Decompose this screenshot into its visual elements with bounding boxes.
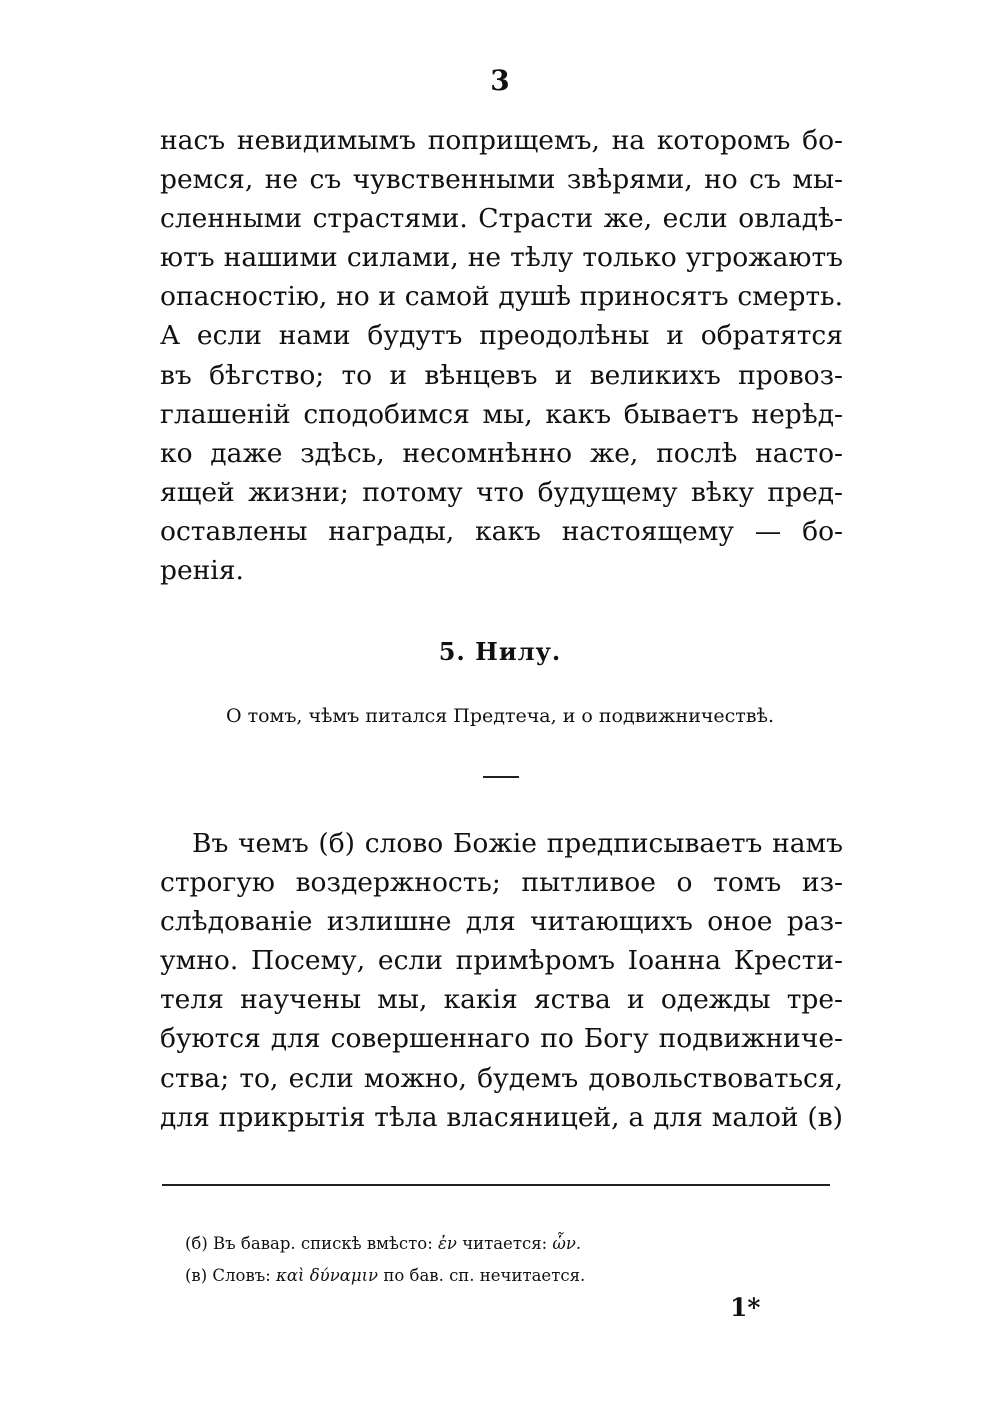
text-line: для прикрытія тѣла власяницей, а для малой (в) <box>160 1101 843 1133</box>
text-line: опасностію, но и самой душѣ приносятъ смерть. <box>160 281 843 313</box>
footnote-b <box>185 1233 745 1255</box>
section-divider <box>483 776 519 778</box>
letter-body <box>160 824 843 1137</box>
text-line: Въ чемъ (б) слово Божіе предписываетъ намъ <box>192 828 843 859</box>
footnote-text: (в) Словъ: <box>185 1266 271 1285</box>
text-line: строгую воздержность; пытливое о томъ из- <box>160 867 843 899</box>
text-line: ства; то, если можно, будемъ довольствоваться, <box>160 1062 843 1094</box>
text-line: ренія. <box>160 555 244 587</box>
footnote-text: по бав. сп. нечитается. <box>383 1266 586 1285</box>
text-line: ютъ нашими силами, не тѣлу только угрожаютъ <box>160 242 843 274</box>
footnote-v <box>185 1265 745 1287</box>
text-line: въ бѣгство; то и вѣнцевъ и великихъ провоз- <box>160 359 843 391</box>
page-number: 3 <box>490 64 510 97</box>
section-subtitle: О томъ, чѣмъ питался Предтеча, и о подвижничествѣ. <box>225 705 775 727</box>
text-line: глашеній сподобимся мы, какъ бываетъ нерѣд- <box>160 398 843 430</box>
text-line: умно. Посему, если примѣромъ Іоанна Крести- <box>160 945 843 977</box>
footnote-text: читается: <box>462 1234 548 1253</box>
text-line: ремся, не съ чувственными звѣрями, но съ мы- <box>160 164 843 196</box>
text-line: оставлены награды, какъ настоящему — бо- <box>160 515 843 547</box>
text-line: буются для совершеннаго по Богу подвижниче- <box>160 1023 843 1055</box>
greek-word: ἐν <box>438 1234 457 1253</box>
footnote-text: (б) Въ бавар. спискѣ вмѣсто: <box>185 1234 433 1253</box>
text-line: ящей жизни; потому что будущему вѣку пред- <box>160 476 843 508</box>
text-line: ко даже здѣсь, несомнѣнно же, послѣ насто- <box>160 437 843 469</box>
paragraph-continued <box>160 121 843 590</box>
text-line: сленными страстями. Страсти же, если овладѣ- <box>160 203 843 235</box>
text-line: теля научены мы, какія яства и одежды тре- <box>160 984 843 1016</box>
section-heading: 5. Нилу. <box>438 637 562 666</box>
text-line: насъ невидимымъ поприщемъ, на которомъ бо- <box>160 125 843 156</box>
greek-phrase: καὶ δύναμιν <box>276 1266 379 1285</box>
footnote-rule <box>162 1184 830 1186</box>
text-line: слѣдованіе излишне для читающихъ оное раз- <box>160 906 843 938</box>
greek-word: ὧν. <box>552 1234 582 1253</box>
printer-signature-mark: 1* <box>730 1293 761 1322</box>
text-line: А если нами будутъ преодолѣны и обратятся <box>160 320 843 352</box>
